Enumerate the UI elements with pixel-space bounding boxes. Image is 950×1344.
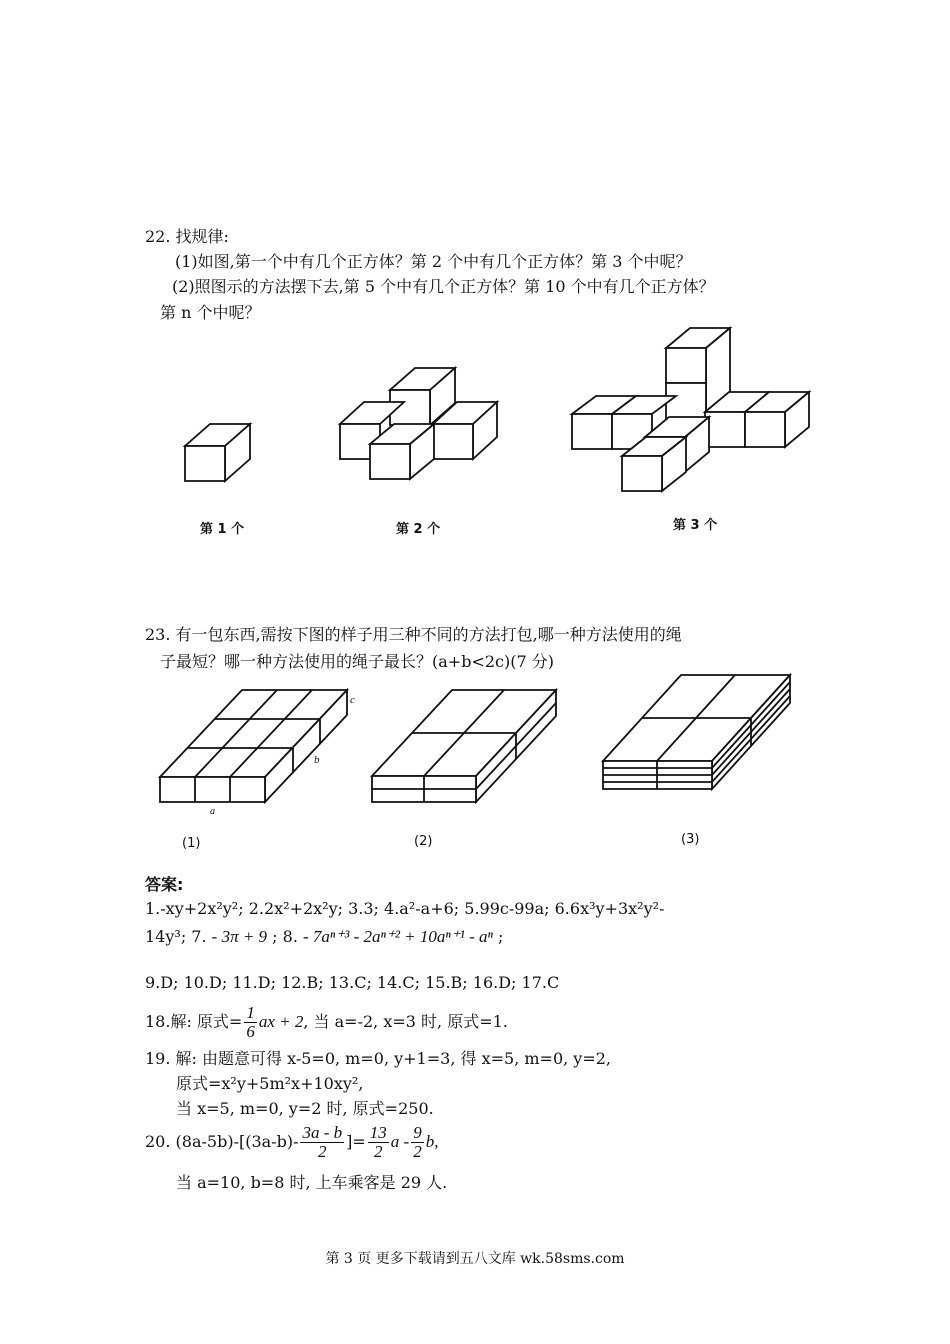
- q22-line2: (2)照图示的方法摆下去,第 5 个中有几个正方体？第 10 个中有几个正方体？: [172, 277, 715, 296]
- q23-line1: 23. 有一包东西,需按下图的样子用三种不同的方法打包,哪一种方法使用的绳: [145, 625, 682, 644]
- cube-group-1: [185, 424, 250, 481]
- package-3: [603, 675, 790, 789]
- answers-line1: 1.-xy+2x²y²; 2.2x²+2x²y; 3.3; 4.a²-a+6; 5.99c-99a; 6.6x³y+3x²y²-: [145, 899, 665, 918]
- label-c: c: [350, 694, 355, 706]
- answers-line3: 9.D; 10.D; 11.D; 12.B; 13.C; 14.C; 15.B; 16.D; 17.C: [145, 973, 560, 992]
- answer-7-expr: - 3π + 9: [211, 927, 268, 946]
- answer-20: 20. (8a-5b)-[(3a-b)- $\frac{3a - b}{2}$ ]= $\frac{13}{2}$ a - $\frac{9}{2}$ b,: [145, 1123, 439, 1161]
- answer-18: 18.解: 原式= $\frac{1}{6}$ ax + 2, 当 a=-2, x=3 时, 原式=1.: [145, 1003, 508, 1041]
- q22-line1: (1)如图,第一个中有几个正方体？第 2 个中有几个正方体？第 3 个中呢？: [175, 252, 692, 271]
- q22-line3: 第 n 个中呢？: [160, 303, 261, 322]
- answer-19-line1: 19. 解: 由题意可得 x-5=0, m=0, y+1=3, 得 x=5, m=0, y=2,: [145, 1049, 612, 1068]
- q23-line2: 子最短？哪一种方法使用的绳子最长？(a+b<2c)(7 分): [160, 652, 554, 671]
- caption-pkg-2: (2): [414, 834, 433, 849]
- answer-8-expr: - 7aⁿ⁺³ - 2aⁿ⁺² + 10aⁿ⁺¹ - aⁿ: [303, 927, 493, 946]
- cube-group-3: [572, 328, 809, 491]
- package-2: [372, 690, 556, 802]
- fraction-one-sixth: $\frac{1}{6}$: [246, 1003, 255, 1041]
- answers-heading: 答案:: [145, 875, 184, 894]
- answer-20-line2: 当 a=10, b=8 时, 上车乘客是 29 人.: [176, 1173, 448, 1192]
- caption-pkg-1: (1): [182, 836, 201, 851]
- caption-fig-3: 第 3 个: [673, 518, 718, 533]
- label-b: b: [314, 754, 320, 766]
- page-footer: 第 3 页 更多下载请到五八文库 wk.58sms.com: [325, 1251, 625, 1267]
- caption-fig-1: 第 1 个: [200, 522, 245, 537]
- q22-title: 22. 找规律:: [145, 227, 229, 246]
- answers-line2: 14y³; 7. - 3π + 9 ; 8. - 7aⁿ⁺³ - 2aⁿ⁺² + 10aⁿ⁺¹ - aⁿ ;: [145, 927, 504, 946]
- package-1: [160, 690, 347, 802]
- answer-19-line3: 当 x=5, m=0, y=2 时, 原式=250.: [176, 1099, 434, 1118]
- caption-pkg-3: (3): [681, 832, 700, 847]
- cube-group-2: [340, 368, 497, 479]
- label-a: a: [210, 806, 215, 817]
- answer-19-line2: 原式=x²y+5m²x+10xy²,: [176, 1074, 364, 1093]
- caption-fig-2: 第 2 个: [396, 522, 441, 537]
